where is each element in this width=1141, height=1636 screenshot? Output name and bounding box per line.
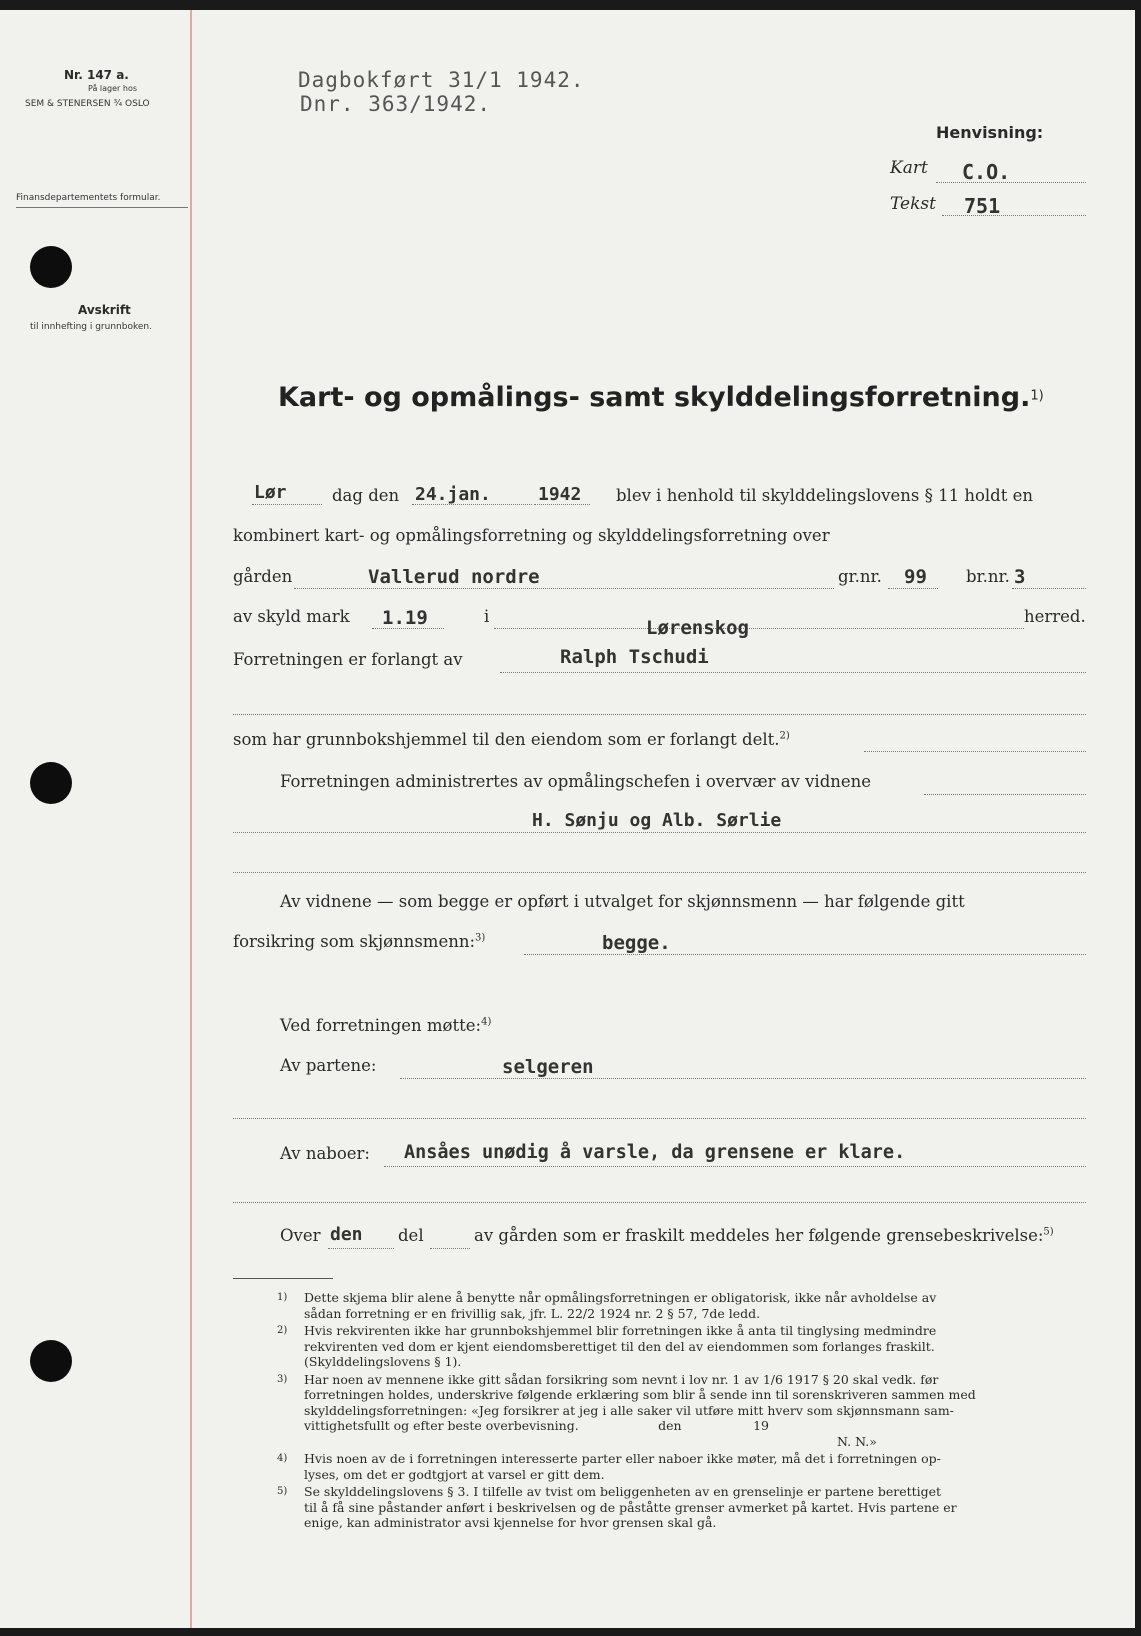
year-dots [534,504,590,505]
witness-line1: Av vidnene — som begge er opført i utvalget for skjønnsmenn — har følgende gitt [280,892,965,911]
day-suffix: dag den [332,486,400,505]
line1-rest: blev i henhold til skylddelingslovens § 11 holdt en [616,486,1033,505]
witnesses-value: H. Sønju og Alb. Sørlie [532,810,782,831]
requested-dots [500,672,1086,673]
footnote-5-line-3: enige, kan administrator avsi kjennelse for hvor grensen skal gå. [304,1515,717,1530]
date-value: 24.jan. [415,484,491,505]
tekst-label: Tekst [890,194,936,214]
footnote-4-line-2: lyses, om det er godtgjort at varsel er gitt dem. [304,1466,605,1482]
kart-label: Kart [890,158,928,178]
requested-label: Forretningen er forlangt av [233,650,463,669]
del-dots [430,1248,470,1249]
present-label: Ved forretningen møtte: [280,1016,482,1035]
copy-label: Avskrift [78,303,131,317]
blank-dots-4 [233,1202,1086,1203]
day-prefix: Lør [254,482,287,503]
footnote-5 [277,1484,1087,1531]
footnote-rule [233,1278,333,1279]
farm-dots [294,588,834,589]
footnote-3-line-3: skylddelingsforretningen: «Jeg forsikrer at jeg i alle saker vil utføre mitt hverv som skjønnsmann sam- [304,1402,954,1418]
footnote-2 [277,1323,1087,1370]
line2-text: kombinert kart- og opmålingsforretning og skylddelingsforretning over [233,526,830,545]
form-number: Nr. 147 a. [64,68,129,82]
reference-heading: Henvisning: [936,123,1044,142]
document-title: Kart- og opmålings- samt skylddelingsforretning. [278,382,1031,413]
herred-value: Lørenskog [646,617,749,639]
footnote-1-mark: 1) [277,1292,288,1303]
punch-hole-top [30,246,72,288]
present-row [280,1016,491,1035]
date-dots [412,504,532,505]
year-value: 1942 [538,484,582,505]
present-mark: 4) [481,1016,492,1028]
hjemmel-text: som har grunnbokshjemmel til den eiendom som er forlangt delt. [233,730,780,749]
admin-text: Forretningen administrertes av opmålingschefen i overvær av vidnene [280,772,872,791]
footnote-5-line-2: til å få sine påstander anført i beskrivelsen og de påståtte grenser avmerket på kartet. Hvis partene er [304,1499,957,1515]
del-label: del [398,1226,424,1245]
footnotes [277,1290,1087,1531]
blank-dots-2 [233,872,1086,873]
blank-dots-3 [233,1118,1086,1119]
footnote-2-mark: 2) [277,1325,288,1336]
footnote-5-line-1: Se skylddelingslovens § 3. I tilfelle av tvist om beliggenheten av en grenselinje er partene berettiget [304,1484,942,1499]
footnote-2-line-3: (Skylddelingslovens § 1). [304,1354,462,1369]
footnote-3-mark: 3) [277,1373,288,1385]
over-dots [328,1248,394,1249]
footnote-1-line-2: sådan forretning er en frivillig sak, jfr. L. 22/2 1924 nr. 2 § 57, 7de ledd. [304,1305,761,1321]
hjemmel-dots [864,751,1086,752]
boundary-row [474,1226,1054,1245]
footnote-1-line-1: Dette skjema blir alene å benytte når opmålingsforretningen er obligatorisk, ikke når avholdelse av [304,1290,937,1305]
witness-dots [524,954,1086,955]
grnr-value: 99 [904,566,927,588]
journal-stamp-line1: Dagbokført 31/1 1942. [298,68,585,92]
witnesses-dots [233,832,1086,833]
footnote-2-line-2: rekvirenten ved dom er kjent eiendomsberettiget til den del av eiendommen som forlanges fraskilt. [304,1338,935,1354]
brnr-label: br.nr. [966,567,1010,586]
footnote-3-line-4: vittighetsfullt og efter beste overbevisning. den 19 [304,1418,770,1433]
footnote-3-line-1: Har noen av mennene ikke gitt sådan forsikring som nevnt i lov nr. 1 av 1/6 1917 § 20 skal vedk. før [304,1371,939,1387]
grnr-label: gr.nr. [838,567,882,586]
witness-line2-row [233,932,485,951]
footnote-4-line-1: Hvis noen av de i forretningen interesserte parter eller naboer ikke møter, må det i forretningen op- [304,1451,941,1466]
requested-value: Ralph Tschudi [560,646,709,668]
footnote-3-line-2: forretningen holdes, underskrive følgende erklæring som blir å sende inn til sorenskriveren sammen med [304,1387,976,1402]
herred-dots [494,628,1024,629]
document-title-row [278,382,1044,413]
farm-value: Vallerud nordre [368,566,540,588]
kart-value: C.O. [962,160,1011,184]
grnr-dots [888,588,938,589]
form-source: Finansdepartementets formular. [16,193,161,203]
witness-value: begge. [602,932,671,954]
punch-hole-bottom [30,1340,72,1382]
tekst-value: 751 [964,194,1001,218]
over-label: Over [280,1226,321,1245]
over-value: den [330,1224,363,1245]
footnote-2-line-1: Hvis rekvirenten ikke har grunnbokshjemmel blir forretningen ikke å anta til tinglysing medmindre [304,1323,937,1338]
publisher-line1: På lager hos [88,84,137,93]
kart-dots [936,182,1086,183]
i-label: i [484,607,490,626]
boundary-text: av gården som er fraskilt meddeles her følgende grensebeskrivelse: [474,1226,1044,1245]
parties-label: Av partene: [280,1056,377,1075]
footnote-5-mark: 5) [277,1486,288,1497]
boundary-mark: 5) [1043,1226,1054,1238]
punch-hole-middle [30,762,72,804]
brnr-value: 3 [1014,566,1026,588]
neighbours-value: Ansåes unødig å varsle, da grensene er klare. [404,1142,906,1163]
footnote-4-mark: 4) [277,1453,288,1464]
footnote-3 [277,1372,1087,1434]
title-footnote-mark: 1) [1030,388,1044,404]
footnote-1 [277,1290,1087,1321]
form-source-rule [16,207,188,208]
footnote-4 [277,1451,1087,1482]
blank-dots-1 [233,714,1086,715]
farm-label: gården [233,567,293,586]
witness-line2: forsikring som skjønnsmenn: [233,932,476,951]
hjemmel-mark: 2) [779,730,790,742]
neighbours-label: Av naboer: [280,1144,370,1163]
journal-stamp-line2: Dnr. 363/1942. [300,92,492,116]
skyld-label: av skyld mark [233,607,350,626]
margin-line [190,10,192,1628]
witness-mark: 3) [475,932,486,944]
day-dots [252,504,322,505]
publisher-line2: SEM & STENERSEN ¾ OSLO [25,99,150,109]
hjemmel-row [233,730,790,749]
parties-dots [400,1078,1086,1079]
brnr-dots [1012,588,1086,589]
admin-dots [924,794,1086,795]
copy-sublabel: til innhefting i grunnboken. [30,322,152,332]
document-page [0,10,1135,1628]
neighbours-dots [384,1166,1086,1167]
footnote-signature-text: N. N.» [837,1433,877,1449]
herred-label: herred. [1024,607,1086,626]
skyld-value: 1.19 [382,607,428,629]
parties-value: selgeren [502,1056,594,1078]
footnote-3-signature [277,1434,1087,1450]
